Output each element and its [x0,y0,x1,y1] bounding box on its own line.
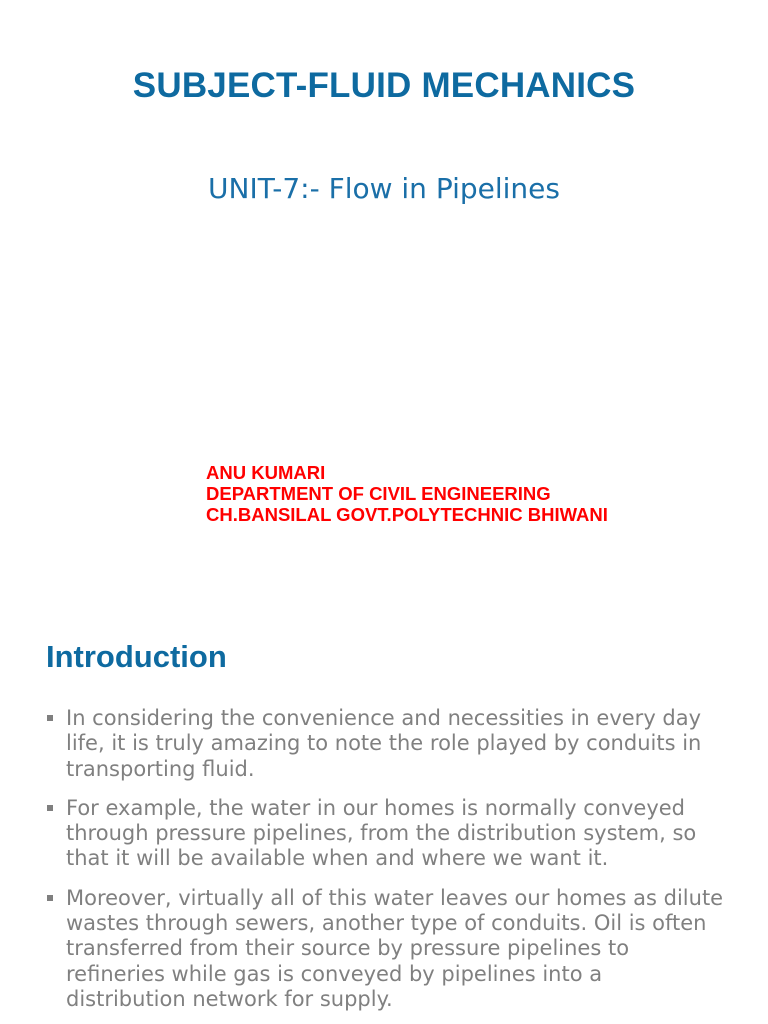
list-item [46,886,726,1012]
bullet-text: In considering the convenience and necessities in every day life, it is truly amazing to note the role played by conduits in transporting fluid. [66,706,702,781]
author-name: ANU KUMARI [206,462,326,483]
square-bullet-icon [47,895,53,901]
introduction-slide [0,576,768,1024]
author-block [206,462,608,525]
section-heading: Introduction [46,639,227,674]
list-item [46,796,726,872]
author-institution: CH.BANSILAL GOVT.POLYTECHNIC BHIWANI [206,504,608,525]
square-bullet-icon [47,715,53,721]
slide-subtitle: UNIT-7:- Flow in Pipelines [208,172,560,205]
author-department: DEPARTMENT OF CIVIL ENGINEERING [206,483,551,504]
slide-title: SUBJECT-FLUID MECHANICS [132,66,636,105]
list-item [46,706,726,782]
bullet-list [46,706,726,1024]
bullet-text: For example, the water in our homes is normally conveyed through pressure pipelines, from the distribution system, so that it will be available when and where we want it. [66,795,697,871]
square-bullet-icon [47,805,53,811]
bullet-text: Moreover, virtually all of this water leaves our homes as dilute wastes through sewers, another type of conduits. Oil is often transferred from their source by pressure pipelines to refineries while gas is conveyed by pipelines into a distribution network for supply. [66,885,724,1011]
